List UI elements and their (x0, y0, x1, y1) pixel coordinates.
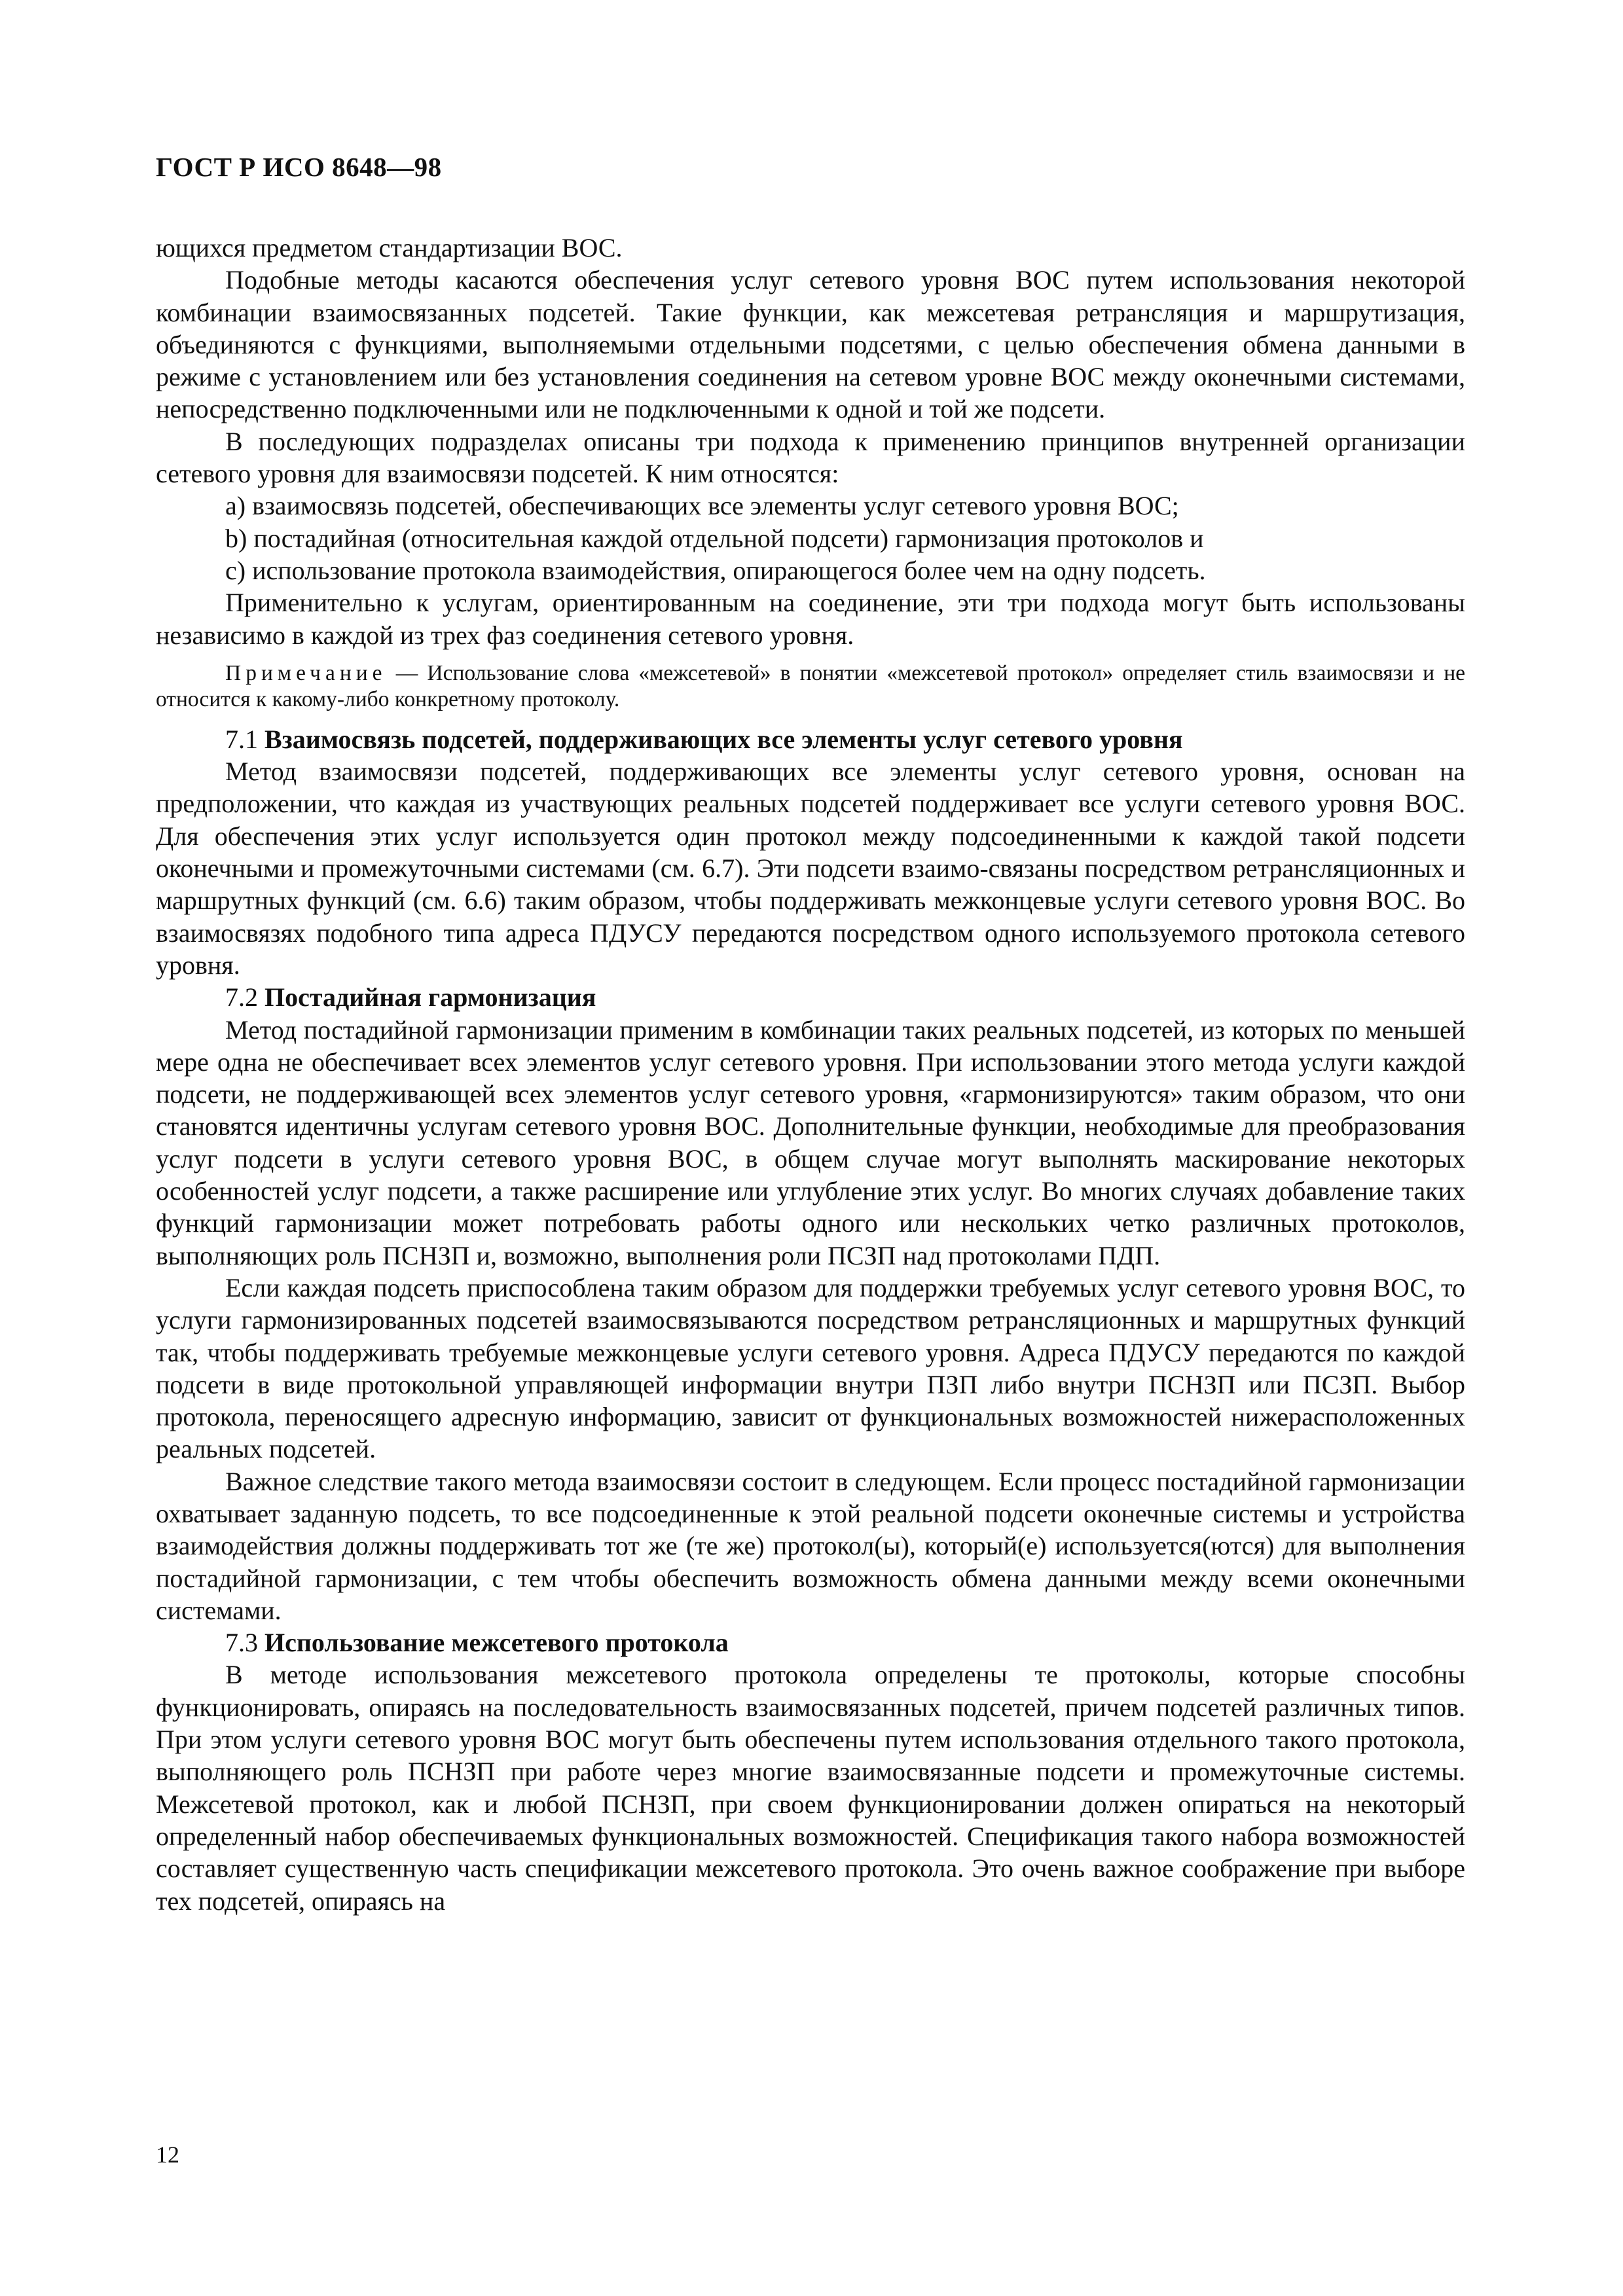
section-heading (156, 1626, 1465, 1659)
document-page (156, 151, 1465, 1917)
paragraph: Метод взаимосвязи подсетей, поддерживающих все элементы услуг сетевого уровня, основан на предположении, что каждая из участвующих реальных подсетей поддерживает все услуги сетевого уровня ВОС. Для обеспечения этих услуг используется один протокол между подсоединенными к каждой такой подсети оконечными и промежуточными системами (см. 6.7). Эти подсети взаимо-связаны посредством ретрансляционных и маршрутных функций (см. 6.6) таким образом, чтобы поддерживать межконцевые услуги сетевого уровня ВОС. Во взаимосвязях подобного типа адреса ПДУСУ передаются посредством одного используемого протокола сетевого уровня. (156, 757, 1465, 980)
note (156, 660, 1465, 713)
section-title: Использование межсетевого протокола (264, 1628, 729, 1658)
note-label: Примечание (225, 660, 387, 685)
note-text: — Использование слова «межсетевой» в понятии «межсетевой протокол» определяет стиль взаимосвязи и не относится к какому-либо конкретному протоколу. (156, 660, 1465, 711)
document-header: ГОСТ Р ИСО 8648—98 (156, 152, 442, 182)
paragraph: В методе использования межсетевого протокола определены те протоколы, которые способны функционировать, опираясь на последовательность взаимосвязанных подсетей, причем подсетей различных типов. При этом услуги сетевого уровня ВОС могут быть обеспечены путем использования отдельного такого протокола, выполняющего роль ПСНЗП при работе через многие взаимосвязанные подсети и промежуточные системы. Межсетевой протокол, как и любой ПСНЗП, при своем функционировании должен опираться на некоторый определенный набор обеспечиваемых функциональных возможностей. Спецификация такого набора возможностей составляет существенную часть спецификации межсетевого протокола. Это очень важное соображение при выборе тех подсетей, опираясь на (156, 1660, 1465, 1916)
paragraph: Применительно к услугам, ориентированным на соединение, эти три подхода могут быть использованы независимо в каждой из трех фаз соединения сетевого уровня. (156, 588, 1465, 650)
paragraph: Если каждая подсеть приспособлена таким образом для поддержки требуемых услуг сетевого уровня ВОС, то услуги гармонизированных подсетей взаимосвязываются посредством ретрансляционных и маршрутных функций так, чтобы поддерживать требуемые межконцевые услуги сетевого уровня. Адреса ПДУСУ передаются по каждой подсети в виде протокольной управляющей информации внутри ПЗП либо внутри ПСНЗП или ПСЗП. Выбор протокола, переносящего адресную информацию, зависит от функциональных возможностей нижерасположенных реальных подсетей. (156, 1272, 1465, 1464)
paragraph: Метод постадийной гармонизации применим в комбинации таких реальных подсетей, из которых по меньшей мере одна не обеспечивает всех элементов услуг сетевого уровня. При использовании этого метода услуги каждой подсети, не поддерживающей всех элементов услуг сетевого уровня, «гармонизируются» таким образом, что они становятся идентичны услугам сетевого уровня ВОС. Дополнительные функции, необходимые для преобразования услуг подсети в услуги сетевого уровня ВОС, в общем случае могут выполнять маскирование некоторых особенностей услуг подсети, а также расширение или углубление этих услуг. Во многих случаях добавление таких функций гармонизации может потребовать работы одного или нескольких четко различных протоколов, выполняющих роль ПСНЗП и, возможно, выполнения роли ПСЗП над протоколами ПДП. (156, 1014, 1465, 1270)
list-item: a) взаимосвязь подсетей, обеспечивающих все элементы услуг сетевого уровня ВОС; (225, 491, 1179, 521)
section-title: Постадийная гармонизация (264, 982, 596, 1013)
section-title: Взаимосвязь подсетей, поддерживающих все элементы услуг сетевого уровня (264, 724, 1183, 754)
section-number: 7.2 (225, 982, 258, 1013)
paragraph: Подобные методы касаются обеспечения услуг сетевого уровня ВОС путем использования некоторой комбинации взаимосвязанных подсетей. Такие функции, как межсетевая ретрансляция и маршрутизация, объединяются с функциями, выполняемыми отдельными подсетями, с целью обеспечения обмена данными в режиме с установлением или без установления соединения на сетевом уровне ВОС между оконечными системами, непосредственно подключенными или не подключенными к одной и той же подсети. (156, 265, 1465, 424)
paragraph: Важное следствие такого метода взаимосвязи состоит в следующем. Если процесс постадийной гармонизации охватывает заданную подсеть, то все подсоединенные к этой реальной подсети оконечные системы и устройства взаимодействия должны поддерживать тот же (те же) протокол(ы), который(е) используется(ются) для выполнения постадийной гармонизации, с тем чтобы обеспечить возможность обмена данными между всеми оконечными системами. (156, 1466, 1465, 1625)
section-heading (156, 723, 1465, 755)
list-item: c) использование протокола взаимодействия, опирающегося более чем на одну подсеть. (225, 555, 1206, 585)
paragraph-continuation: ющихся предметом стандартизации ВОС. (156, 233, 623, 262)
paragraph: В последующих подразделах описаны три подхода к применению принципов внутренней организации сетевого уровня для взаимосвязи подсетей. К ним относятся: (156, 426, 1465, 489)
list-item: b) постадийная (относительная каждой отдельной подсети) гармонизация протоколов и (225, 523, 1204, 553)
section-number: 7.1 (225, 724, 258, 754)
section-heading (156, 981, 1465, 1013)
section-number: 7.3 (225, 1628, 258, 1658)
page-number: 12 (156, 2142, 179, 2168)
